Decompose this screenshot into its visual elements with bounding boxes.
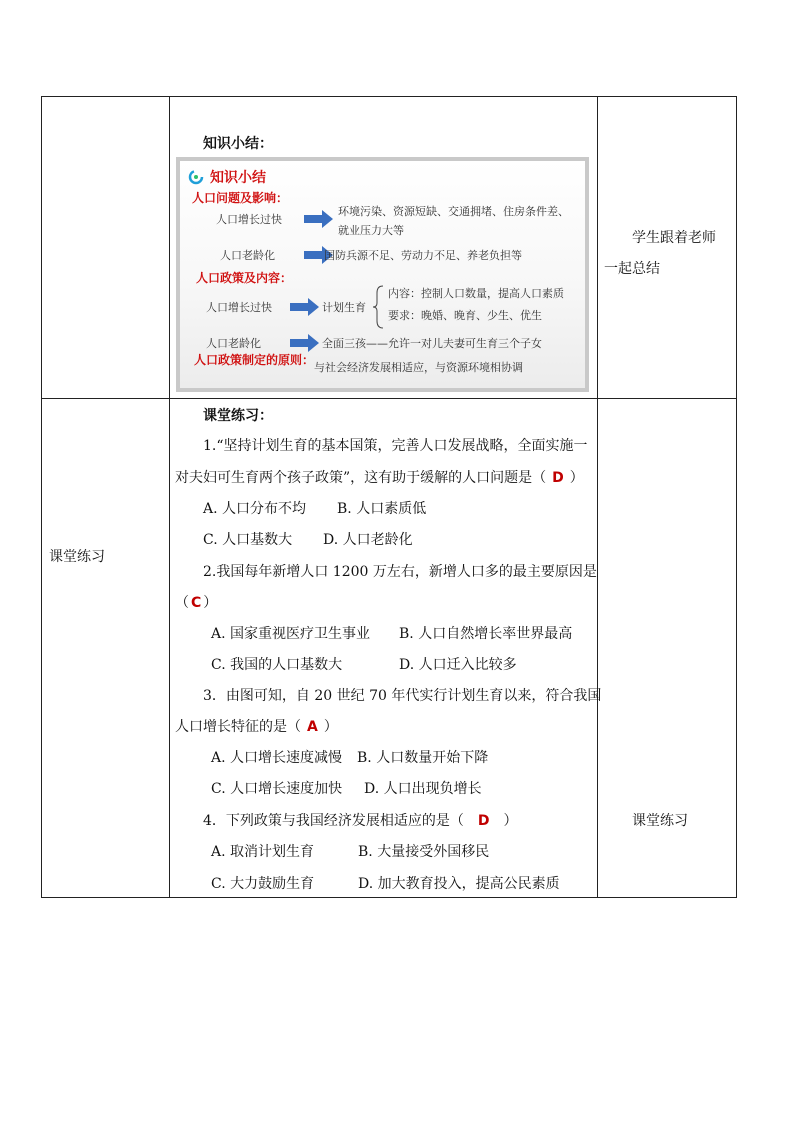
q1-stem: 对夫妇可生育两个孩子政策”，这有助于缓解的人口问题是（ xyxy=(175,470,547,486)
q1-option-b: B. 人口素质低 xyxy=(337,501,427,517)
knowledge-summary-figure xyxy=(176,157,589,392)
summary-title: 知识小结 xyxy=(210,170,266,186)
q2-close: ） xyxy=(203,595,218,611)
arrow-right-icon xyxy=(290,297,320,317)
table-row-divider xyxy=(41,398,737,399)
right-note-line2: 一起总结 xyxy=(604,261,660,277)
section-problems-heading: 人口问题及影响： xyxy=(192,191,289,205)
right-note-line1: 学生跟着老师 xyxy=(632,230,716,246)
row-label-exercise: 课堂练习 xyxy=(49,549,105,565)
q4-line1 xyxy=(203,812,518,830)
q3-line1: 3．由图可知，自 20 世纪 70 年代实行计划生育以来，符合我国 xyxy=(203,688,602,704)
brace-icon xyxy=(372,285,384,329)
q4-option-a: A. 取消计划生育 xyxy=(211,844,315,860)
q2-line2 xyxy=(175,594,217,612)
arrow-right-icon xyxy=(304,209,334,229)
r3-branch-requirement: 要求：晚婚、晚育、少生、优生 xyxy=(388,309,542,322)
r4-left: 人口老龄化 xyxy=(206,337,261,350)
r4-right: 全面三孩——允许一对儿夫妻可生育三个子女 xyxy=(322,337,542,350)
exercise-heading: 课堂练习： xyxy=(203,408,273,424)
q2-open: （ xyxy=(175,595,189,611)
table-col-divider-2 xyxy=(597,96,598,898)
q2-option-c: C. 我国的人口基数大 xyxy=(211,657,343,673)
table-border-left xyxy=(41,96,42,898)
r2-left: 人口老龄化 xyxy=(220,249,275,262)
r1-right-line2: 就业压力大等 xyxy=(338,224,404,237)
q3-answer: A xyxy=(307,719,318,735)
section-policy-heading: 人口政策及内容： xyxy=(196,271,293,285)
q1-option-d: D. 人口老龄化 xyxy=(323,532,413,548)
q1-line1: 1.“坚持计划生育的基本国策，完善人口发展战略，全面实施一 xyxy=(203,438,588,454)
arrow-right-icon xyxy=(290,333,320,353)
q3-line2 xyxy=(175,718,338,736)
section-principle-heading: 人口政策制定的原则： xyxy=(194,353,315,367)
q1-line2 xyxy=(175,469,584,487)
table-border-bottom xyxy=(41,897,737,898)
q3-option-c: C. 人口增长速度加快 xyxy=(211,781,343,797)
r2-right: 国防兵源不足、劳动力不足、养老负担等 xyxy=(324,249,522,262)
q4-option-b: B. 大量接受外国移民 xyxy=(358,844,490,860)
table-col-divider-1 xyxy=(169,96,170,898)
table-border-top xyxy=(41,96,737,97)
principle-text: 与社会经济发展相适应，与资源环境相协调 xyxy=(314,361,523,374)
q2-answer: C xyxy=(191,595,202,611)
r3-branch-content: 内容：控制人口数量，提高人口素质 xyxy=(388,287,564,300)
q3-stem: 人口增长特征的是（ xyxy=(175,719,301,735)
r1-right-line1: 环境污染、资源短缺、交通拥堵、住房条件差、 xyxy=(338,205,569,218)
q4-answer: D xyxy=(477,813,490,829)
q4-option-c: C. 大力鼓励生育 xyxy=(211,876,315,892)
q4-close: ） xyxy=(503,813,518,829)
r3-mid: 计划生育 xyxy=(322,301,366,314)
q2-option-d: D. 人口迁入比较多 xyxy=(399,657,517,673)
q1-answer: D xyxy=(552,470,564,486)
q2-option-b: B. 人口自然增长率世界最高 xyxy=(399,626,573,642)
right-label-exercise: 课堂练习 xyxy=(632,813,688,829)
summary-label: 知识小结： xyxy=(203,136,273,152)
q1-option-c: C. 人口基数大 xyxy=(203,532,293,548)
r3-left: 人口增长过快 xyxy=(206,301,272,314)
q4-stem: 4．下列政策与我国经济发展相适应的是（ xyxy=(203,813,464,829)
table-border-right xyxy=(736,96,737,898)
swirl-logo-icon xyxy=(188,169,204,185)
r1-left: 人口增长过快 xyxy=(216,213,282,226)
q2-line1: 2.我国每年新增人口 1200 万左右，新增人口多的最主要原因是 xyxy=(203,564,597,580)
q1-option-a: A. 人口分布不均 xyxy=(203,501,307,517)
q1-close: ） xyxy=(569,470,584,486)
q4-option-d: D. 加大教育投入，提高公民素质 xyxy=(358,876,560,892)
q2-option-a: A. 国家重视医疗卫生事业 xyxy=(211,626,371,642)
q3-option-b: B. 人口数量开始下降 xyxy=(357,750,489,766)
q3-option-a: A. 人口增长速度减慢 xyxy=(211,750,343,766)
q3-option-d: D. 人口出现负增长 xyxy=(364,781,482,797)
q3-close: ） xyxy=(323,719,338,735)
